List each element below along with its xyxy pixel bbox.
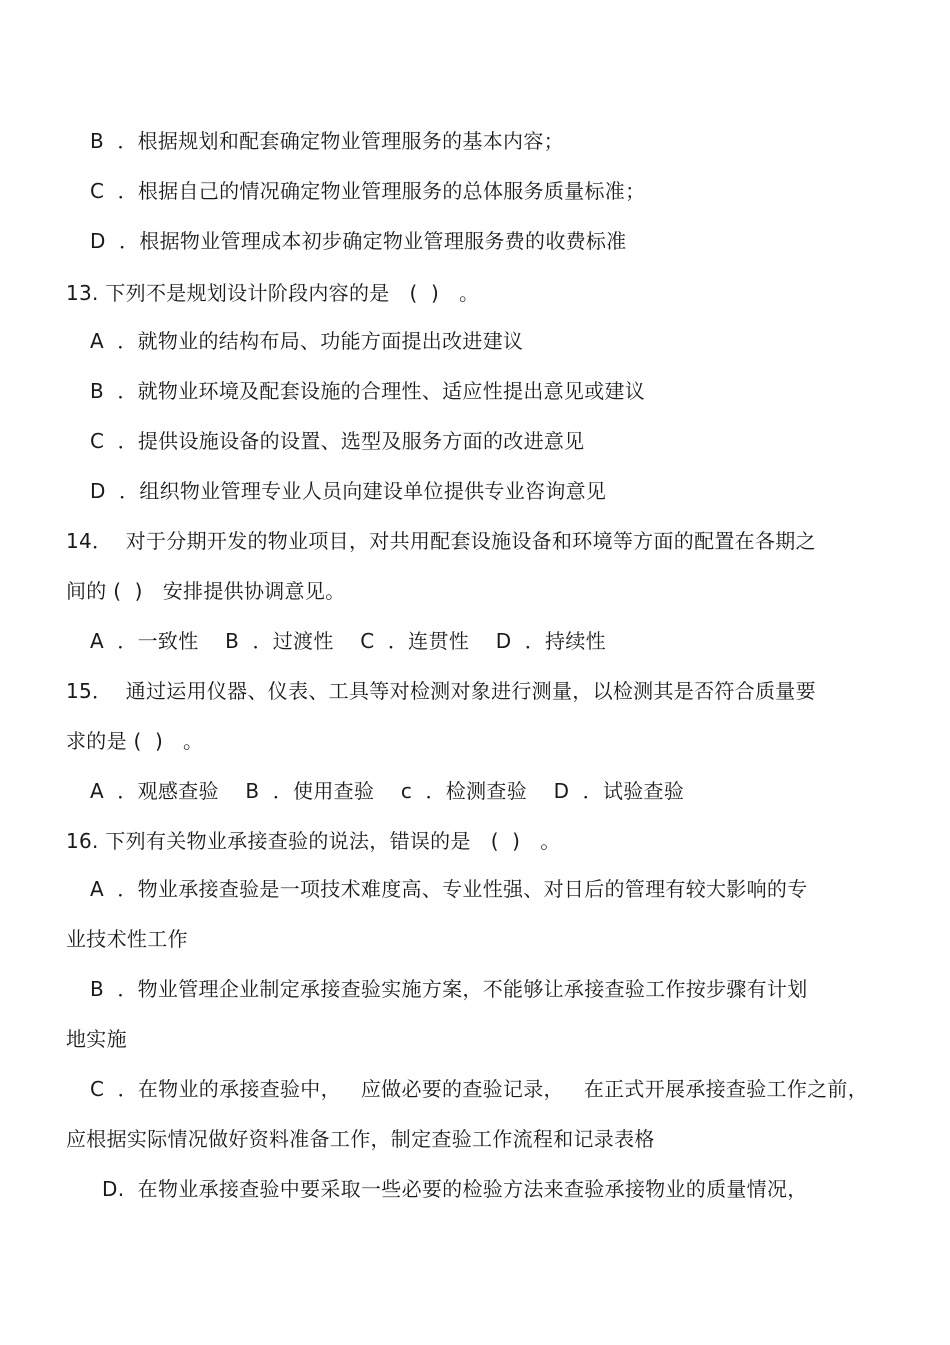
question-16: 16. 下列有关物业承接查验的说法，错误的是 ( ) 。	[66, 829, 561, 853]
option-c-line: C ．根据自己的情况确定物业管理服务的总体服务质量标准；	[90, 179, 646, 203]
question-13-option-a: A ．就物业的结构布局、功能方面提出改进建议	[90, 329, 524, 353]
question-15: 15． 通过运用仪器、仪表、工具等对检测对象进行测量，以检测其是否符合质量要	[66, 679, 816, 703]
question-13-option-b: B ．就物业环境及配套设施的合理性、适应性提出意见或建议	[90, 379, 646, 403]
question-16-option-d: D. 在物业承接查验中要采取一些必要的检验方法来查验承接物业的质量情况，	[102, 1177, 808, 1201]
question-16-option-a-continued: 业技术性工作	[66, 927, 188, 951]
question-16-option-c-continued: 应根据实际情况做好资料准备工作，制定查验工作流程和记录表格	[66, 1127, 655, 1151]
question-14: 14． 对于分期开发的物业项目，对共用配套设施设备和环境等方面的配置在各期之	[66, 529, 816, 553]
question-14-options: A ．一致性 B ．过渡性 C ．连贯性 D ．持续性	[90, 629, 606, 653]
option-b-line: B ．根据规划和配套确定物业管理服务的基本内容；	[90, 129, 564, 153]
question-13: 13. 下列不是规划设计阶段内容的是 ( ) 。	[66, 281, 480, 305]
option-d-line: D ．根据物业管理成本初步确定物业管理服务费的收费标准	[90, 229, 627, 253]
question-16-option-a: A ．物业承接查验是一项技术难度高、专业性强、对日后的管理有较大影响的专	[90, 877, 808, 901]
question-13-option-c: C ．提供设施设备的设置、选型及服务方面的改进意见	[90, 429, 585, 453]
question-13-option-d: D ．组织物业管理专业人员向建设单位提供专业咨询意见	[90, 479, 607, 503]
question-16-option-b: B ．物业管理企业制定承接查验实施方案，不能够让承接查验工作按步骤有计划	[90, 977, 808, 1001]
question-14-continued: 间的 ( ) 安排提供协调意见。	[66, 579, 346, 603]
question-16-option-b-continued: 地实施	[66, 1027, 127, 1051]
question-15-continued: 求的是 ( ) 。	[66, 729, 204, 753]
question-15-options: A ．观感查验 B ．使用查验 c ．检测查验 D ．试验查验	[90, 779, 685, 803]
question-16-option-c: C ．在物业的承接查验中， 应做必要的查验记录， 在正式开展承接查验工作之前，	[90, 1077, 869, 1101]
